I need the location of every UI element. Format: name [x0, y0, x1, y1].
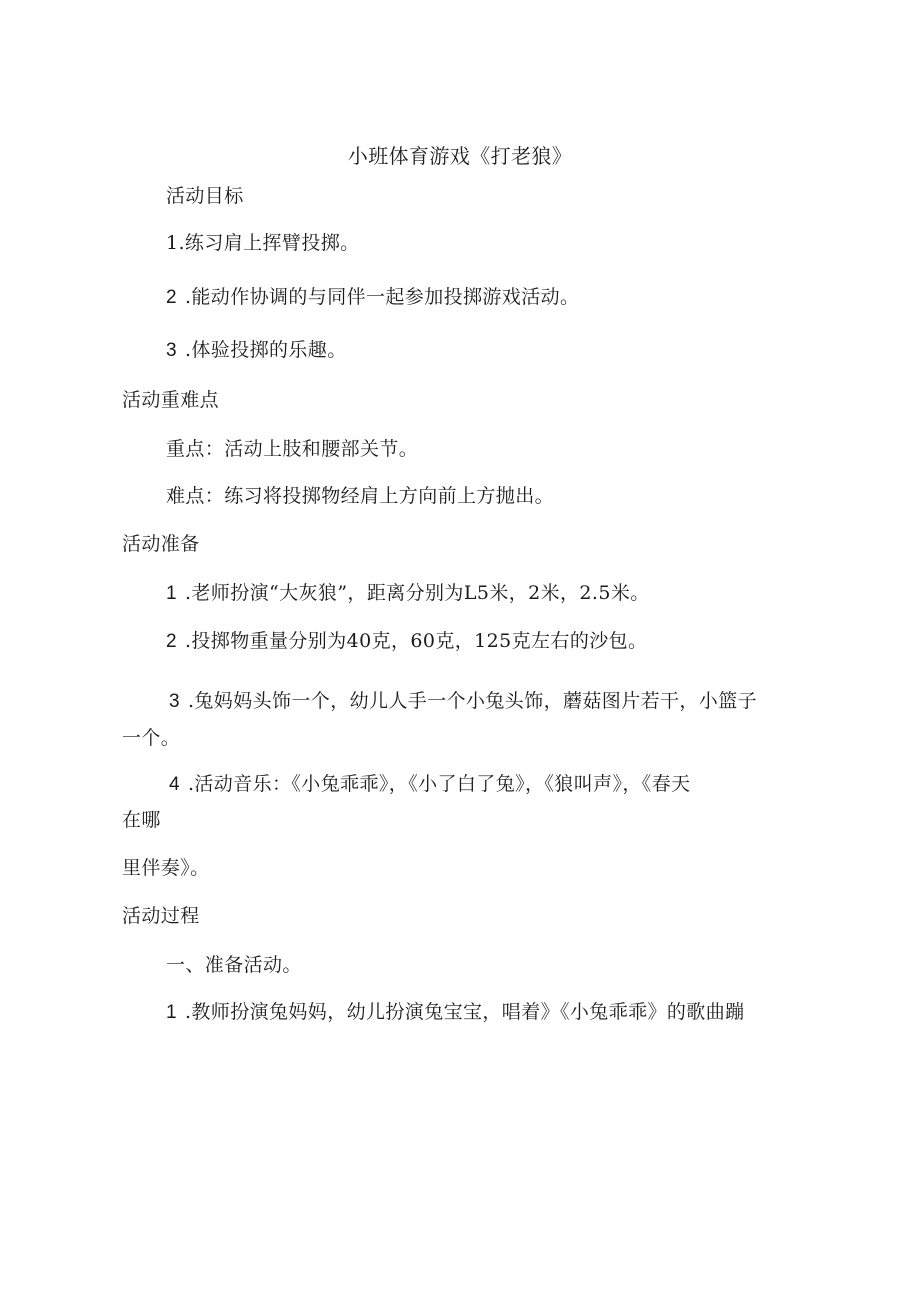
preparation-item-4	[169, 772, 691, 797]
goal-item-3-text: .体验投掷的乐趣。	[184, 339, 347, 361]
process-step-1	[166, 1000, 745, 1025]
preparation-item-4-number: 4	[169, 774, 180, 795]
goal-item-2	[166, 285, 579, 310]
preparation-item-2-text: .投掷物重量分别为40克，60克，125克左右的沙包。	[184, 630, 648, 652]
process-heading: 活动过程	[122, 905, 200, 927]
preparation-heading: 活动准备	[122, 533, 200, 555]
preparation-item-4-text: .活动音乐：《小兔乖乖》，《小了白了兔》，《狼叫声》，《春天	[187, 773, 691, 795]
process-step-1-text: .教师扮演兔妈妈，幼儿扮演兔宝宝，唱着》《小兔乖乖》的歌曲蹦	[184, 1001, 745, 1023]
preparation-item-3-number: 3	[169, 691, 180, 712]
goal-item-2-number: 2	[166, 287, 177, 308]
goal-item-3	[166, 338, 347, 363]
key-points-heading: 活动重难点	[122, 389, 220, 411]
document-title: 小班体育游戏《打老狼》	[347, 144, 573, 168]
preparation-item-1-text: .老师扮演“大灰狼”，距离分别为L5米，2米，2.5米。	[184, 582, 650, 604]
preparation-item-3	[169, 689, 757, 714]
goal-item-1: 1.练习肩上挥臂投掷。	[166, 232, 360, 254]
process-section-1: 一、准备活动。	[166, 954, 302, 976]
goal-item-3-number: 3	[166, 340, 177, 361]
preparation-item-2-number: 2	[166, 631, 177, 652]
preparation-item-1-number: 1	[166, 583, 177, 604]
goals-heading: 活动目标	[166, 185, 244, 207]
goal-item-2-text: .能动作协调的与同伴一起参加投掷游戏活动。	[184, 286, 580, 308]
preparation-item-4-continuation-1: 在哪	[122, 809, 161, 831]
preparation-item-3-text: .兔妈妈头饰一个，幼儿人手一个小兔头饰，蘑菇图片若干，小篮子	[187, 690, 758, 712]
preparation-item-2	[166, 629, 647, 654]
preparation-item-3-continuation: 一个。	[122, 727, 181, 749]
key-point: 重点：活动上肢和腰部关节。	[166, 438, 419, 460]
preparation-item-1	[166, 581, 650, 606]
preparation-item-4-continuation-2: 里伴奏》。	[122, 857, 210, 879]
process-step-1-number: 1	[166, 1002, 177, 1023]
difficult-point: 难点：练习将投掷物经肩上方向前上方抛出。	[166, 485, 555, 507]
